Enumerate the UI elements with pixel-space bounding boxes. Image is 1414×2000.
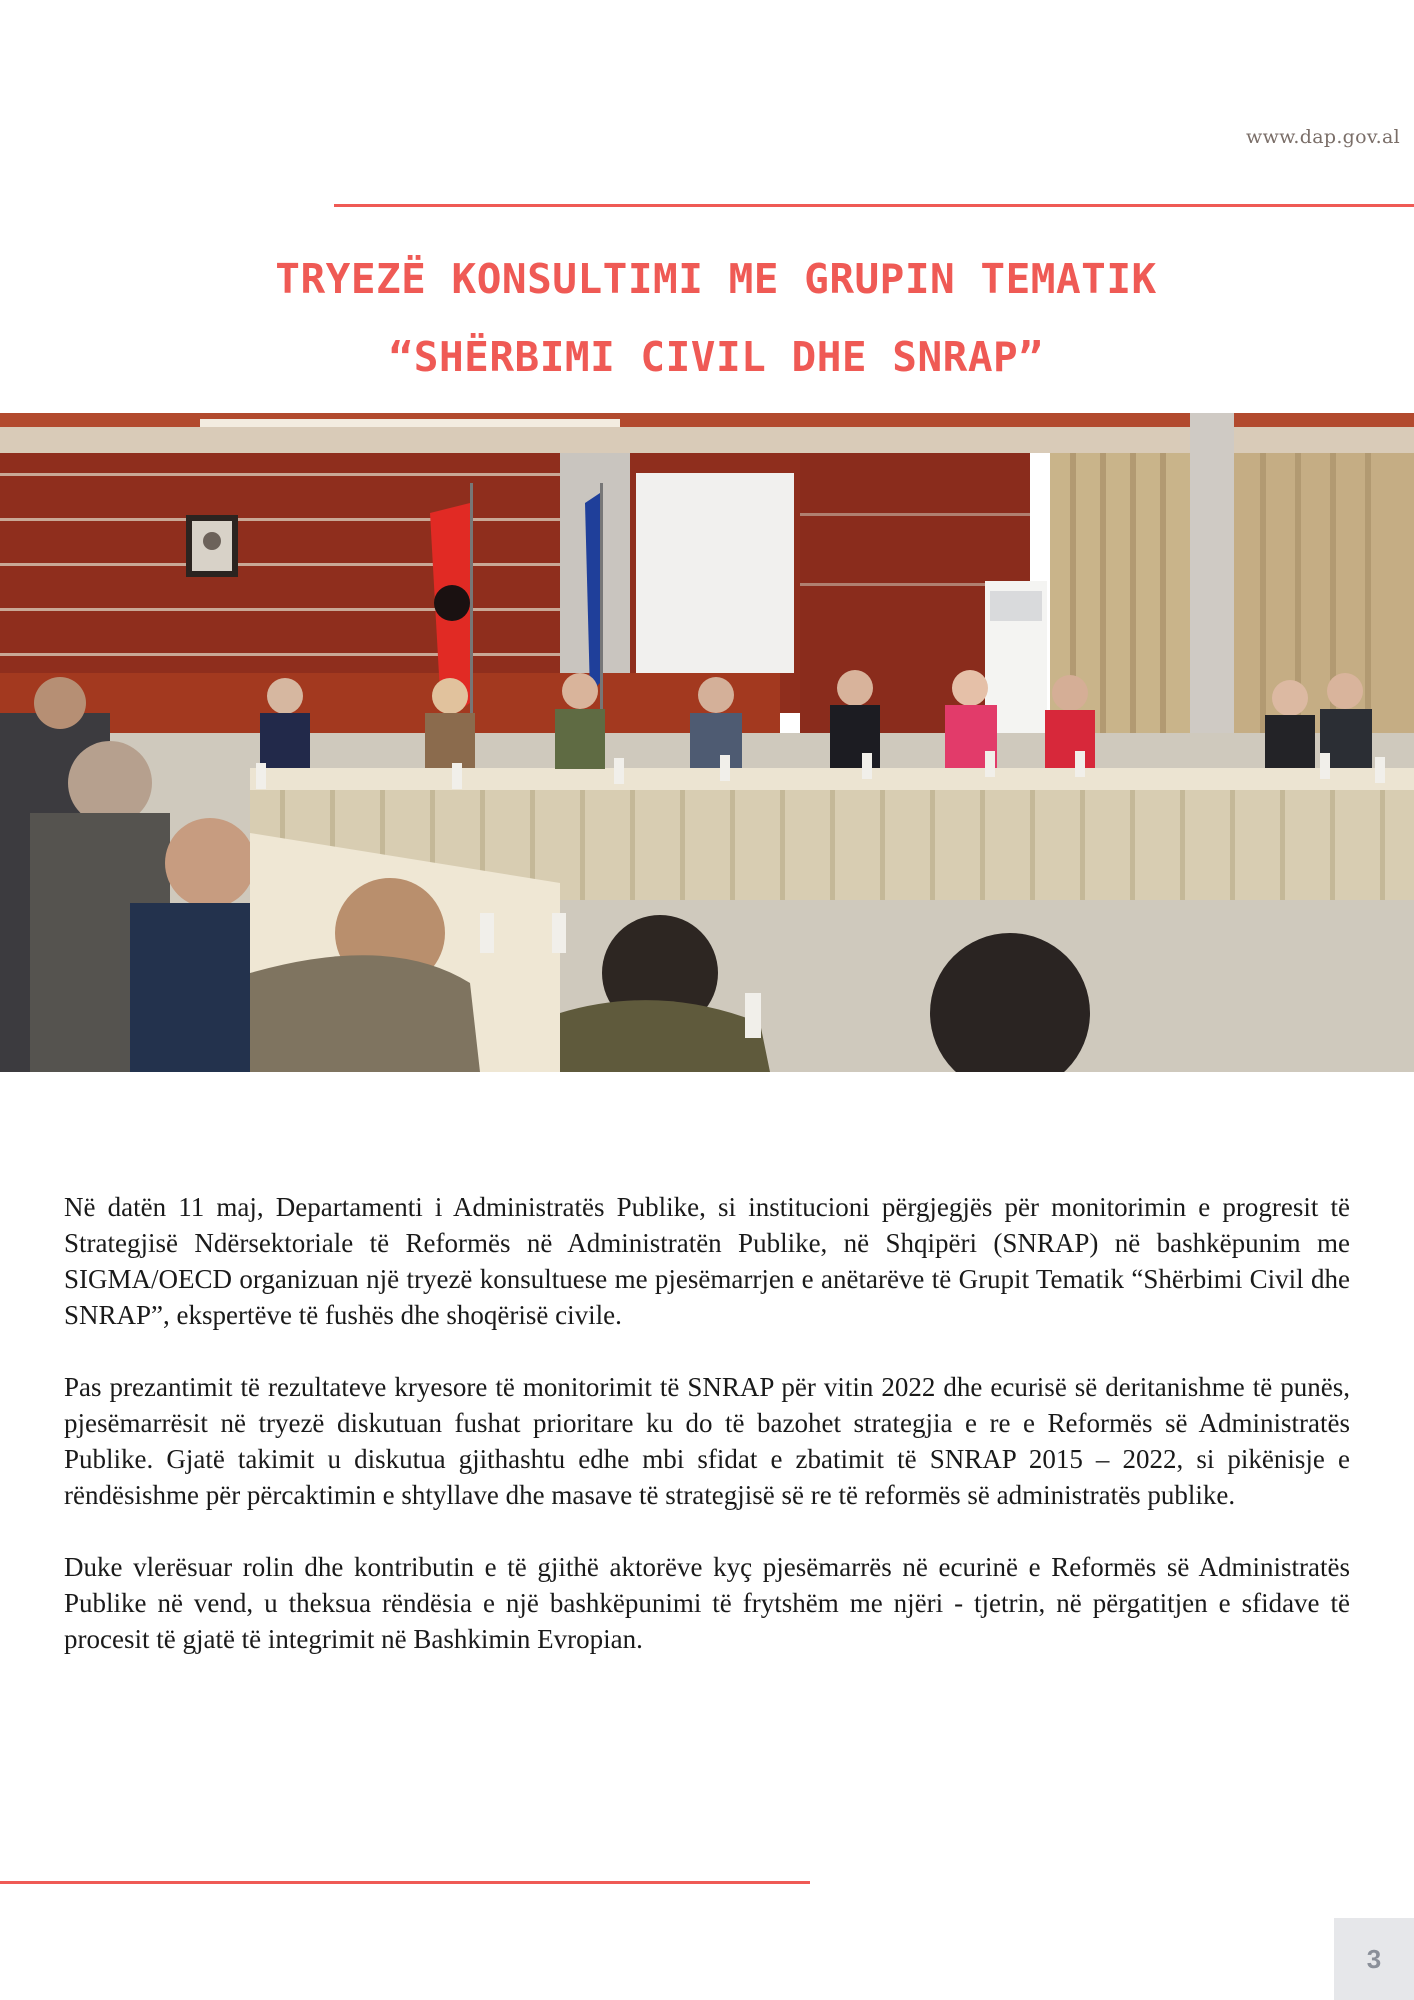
title-line-1: TRYEZË KONSULTIMI ME GRUPIN TEMATIK <box>275 255 1157 303</box>
footer-divider <box>0 1881 810 1884</box>
title-line-2: “SHËRBIMI CIVIL DHE SNRAP” <box>388 333 1044 381</box>
paragraph-1: Në datën 11 maj, Departamenti i Administratës Publike, si institucioni përgjegjës për monitorimin e progresit të Strategjisë Ndërsektoriale të Reformës në Administratën Publike, në Shqipëri (SNRAP) në bashkëpunim me SIGMA/OECD organizuan një tryezë konsultuese me pjesëmarrjen e anëtarëve të Grupit Tematik “Shërbimi Civil dhe SNRAP”, ekspertëve të fushës dhe shoqërisë civile. <box>64 1192 1350 1330</box>
meeting-photo <box>0 413 1414 1072</box>
header-divider <box>334 204 1414 207</box>
paragraph-3: Duke vlerësuar rolin dhe kontributin e të gjithë aktorëve kyç pjesëmarrës në ecurinë e Reformës së Administratës Publike në vend, u theksua rëndësia e një bashkëpunimi të frytshëm me njëri - tjetrin, në përgatitjen e sfidave të procesit të gjatë të integrimit në Bashkimin Evropian. <box>64 1552 1350 1654</box>
article-body <box>64 1189 1350 1693</box>
website-url: www.dap.gov.al <box>1246 126 1400 148</box>
paragraph-2: Pas prezantimit të rezultateve kryesore të monitorimit të SNRAP për vitin 2022 dhe ecurisë së deritanishme të punës, pjesëmarrësit në tryezë diskutuan fushat prioritare ku do të bazohet strategjia e re e Reformës së Administratës Publike. Gjatë takimit u diskutua gjithashtu edhe mbi sfidat e zbatimit të SNRAP 2015 – 2022, si pikënisje e rëndësishme për përcaktimin e shtyllave dhe masave të strategjisë së re të reformës së administratës publike. <box>64 1372 1350 1510</box>
page-number: 3 <box>1334 1918 1414 2000</box>
page-title <box>60 240 1372 396</box>
